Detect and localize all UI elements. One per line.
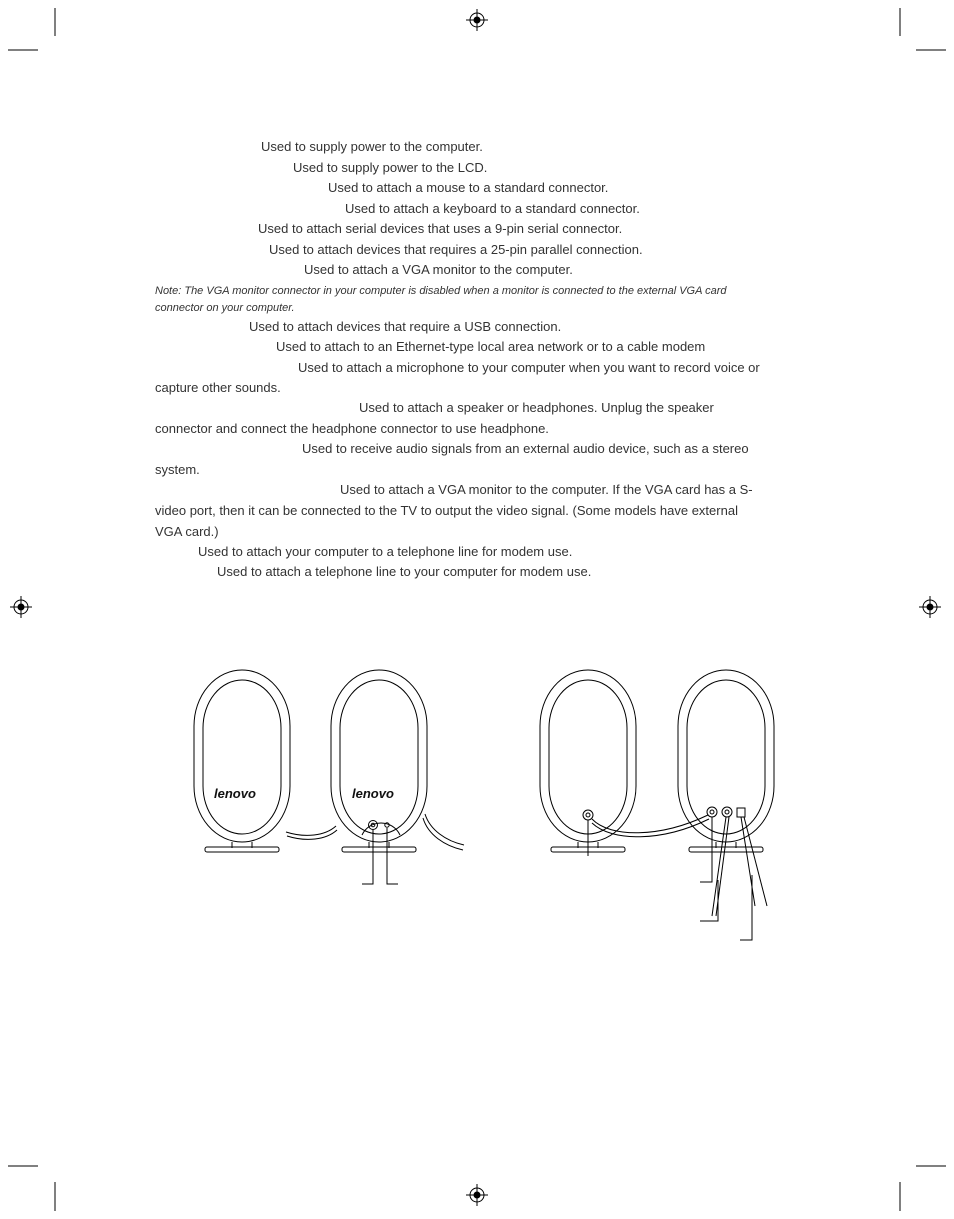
desc-serial: Used to attach serial devices that uses a 9-pin serial connector. <box>258 221 623 236</box>
desc-parallel: Used to attach devices that requires a 25-pin parallel connection. <box>269 242 643 257</box>
rear-left-speaker <box>540 670 709 856</box>
note-line-2: connector on your computer. <box>155 302 295 314</box>
desc-modem-phone: Used to attach a telephone line to your computer for modem use. <box>217 564 592 579</box>
logo-left: lenovo <box>214 786 256 801</box>
desc-keyboard: Used to attach a keyboard to a standard connector. <box>345 201 640 216</box>
desc-vga-onboard: Used to attach a VGA monitor to the computer. <box>304 262 573 277</box>
desc-microphone: Used to attach a microphone to your computer when you want to record voice or <box>298 360 760 375</box>
front-left-speaker <box>194 670 337 852</box>
desc-vga-external-cont1: video port, then it can be connected to the TV to output the video signal. (Some models have external <box>155 503 738 518</box>
desc-modem-line: Used to attach your computer to a telephone line for modem use. <box>198 544 573 559</box>
desc-ethernet: Used to attach to an Ethernet-type local area network or to a cable modem <box>276 339 706 354</box>
desc-vga-external: Used to attach a VGA monitor to the computer. If the VGA card has a S- <box>340 482 753 497</box>
desc-line-in-cont: system. <box>155 462 200 477</box>
note-line-1: Note: The VGA monitor connector in your computer is disabled when a monitor is connected to the external VGA card <box>155 285 727 297</box>
desc-usb: Used to attach devices that require a USB connection. <box>249 319 562 334</box>
desc-speaker: Used to attach a speaker or headphones. Unplug the speaker <box>359 400 714 415</box>
rear-right-speaker <box>678 670 774 940</box>
desc-mouse: Used to attach a mouse to a standard connector. <box>328 180 609 195</box>
desc-vga-external-cont2: VGA card.) <box>155 524 219 539</box>
desc-speaker-cont: connector and connect the headphone connector to use headphone. <box>155 421 549 436</box>
desc-power-lcd: Used to supply power to the LCD. <box>293 160 488 175</box>
desc-line-in: Used to receive audio signals from an external audio device, such as a stereo <box>302 441 749 456</box>
desc-power-computer: Used to supply power to the computer. <box>261 139 483 154</box>
desc-microphone-cont: capture other sounds. <box>155 380 281 395</box>
front-right-speaker <box>331 670 464 884</box>
logo-right: lenovo <box>352 786 394 801</box>
